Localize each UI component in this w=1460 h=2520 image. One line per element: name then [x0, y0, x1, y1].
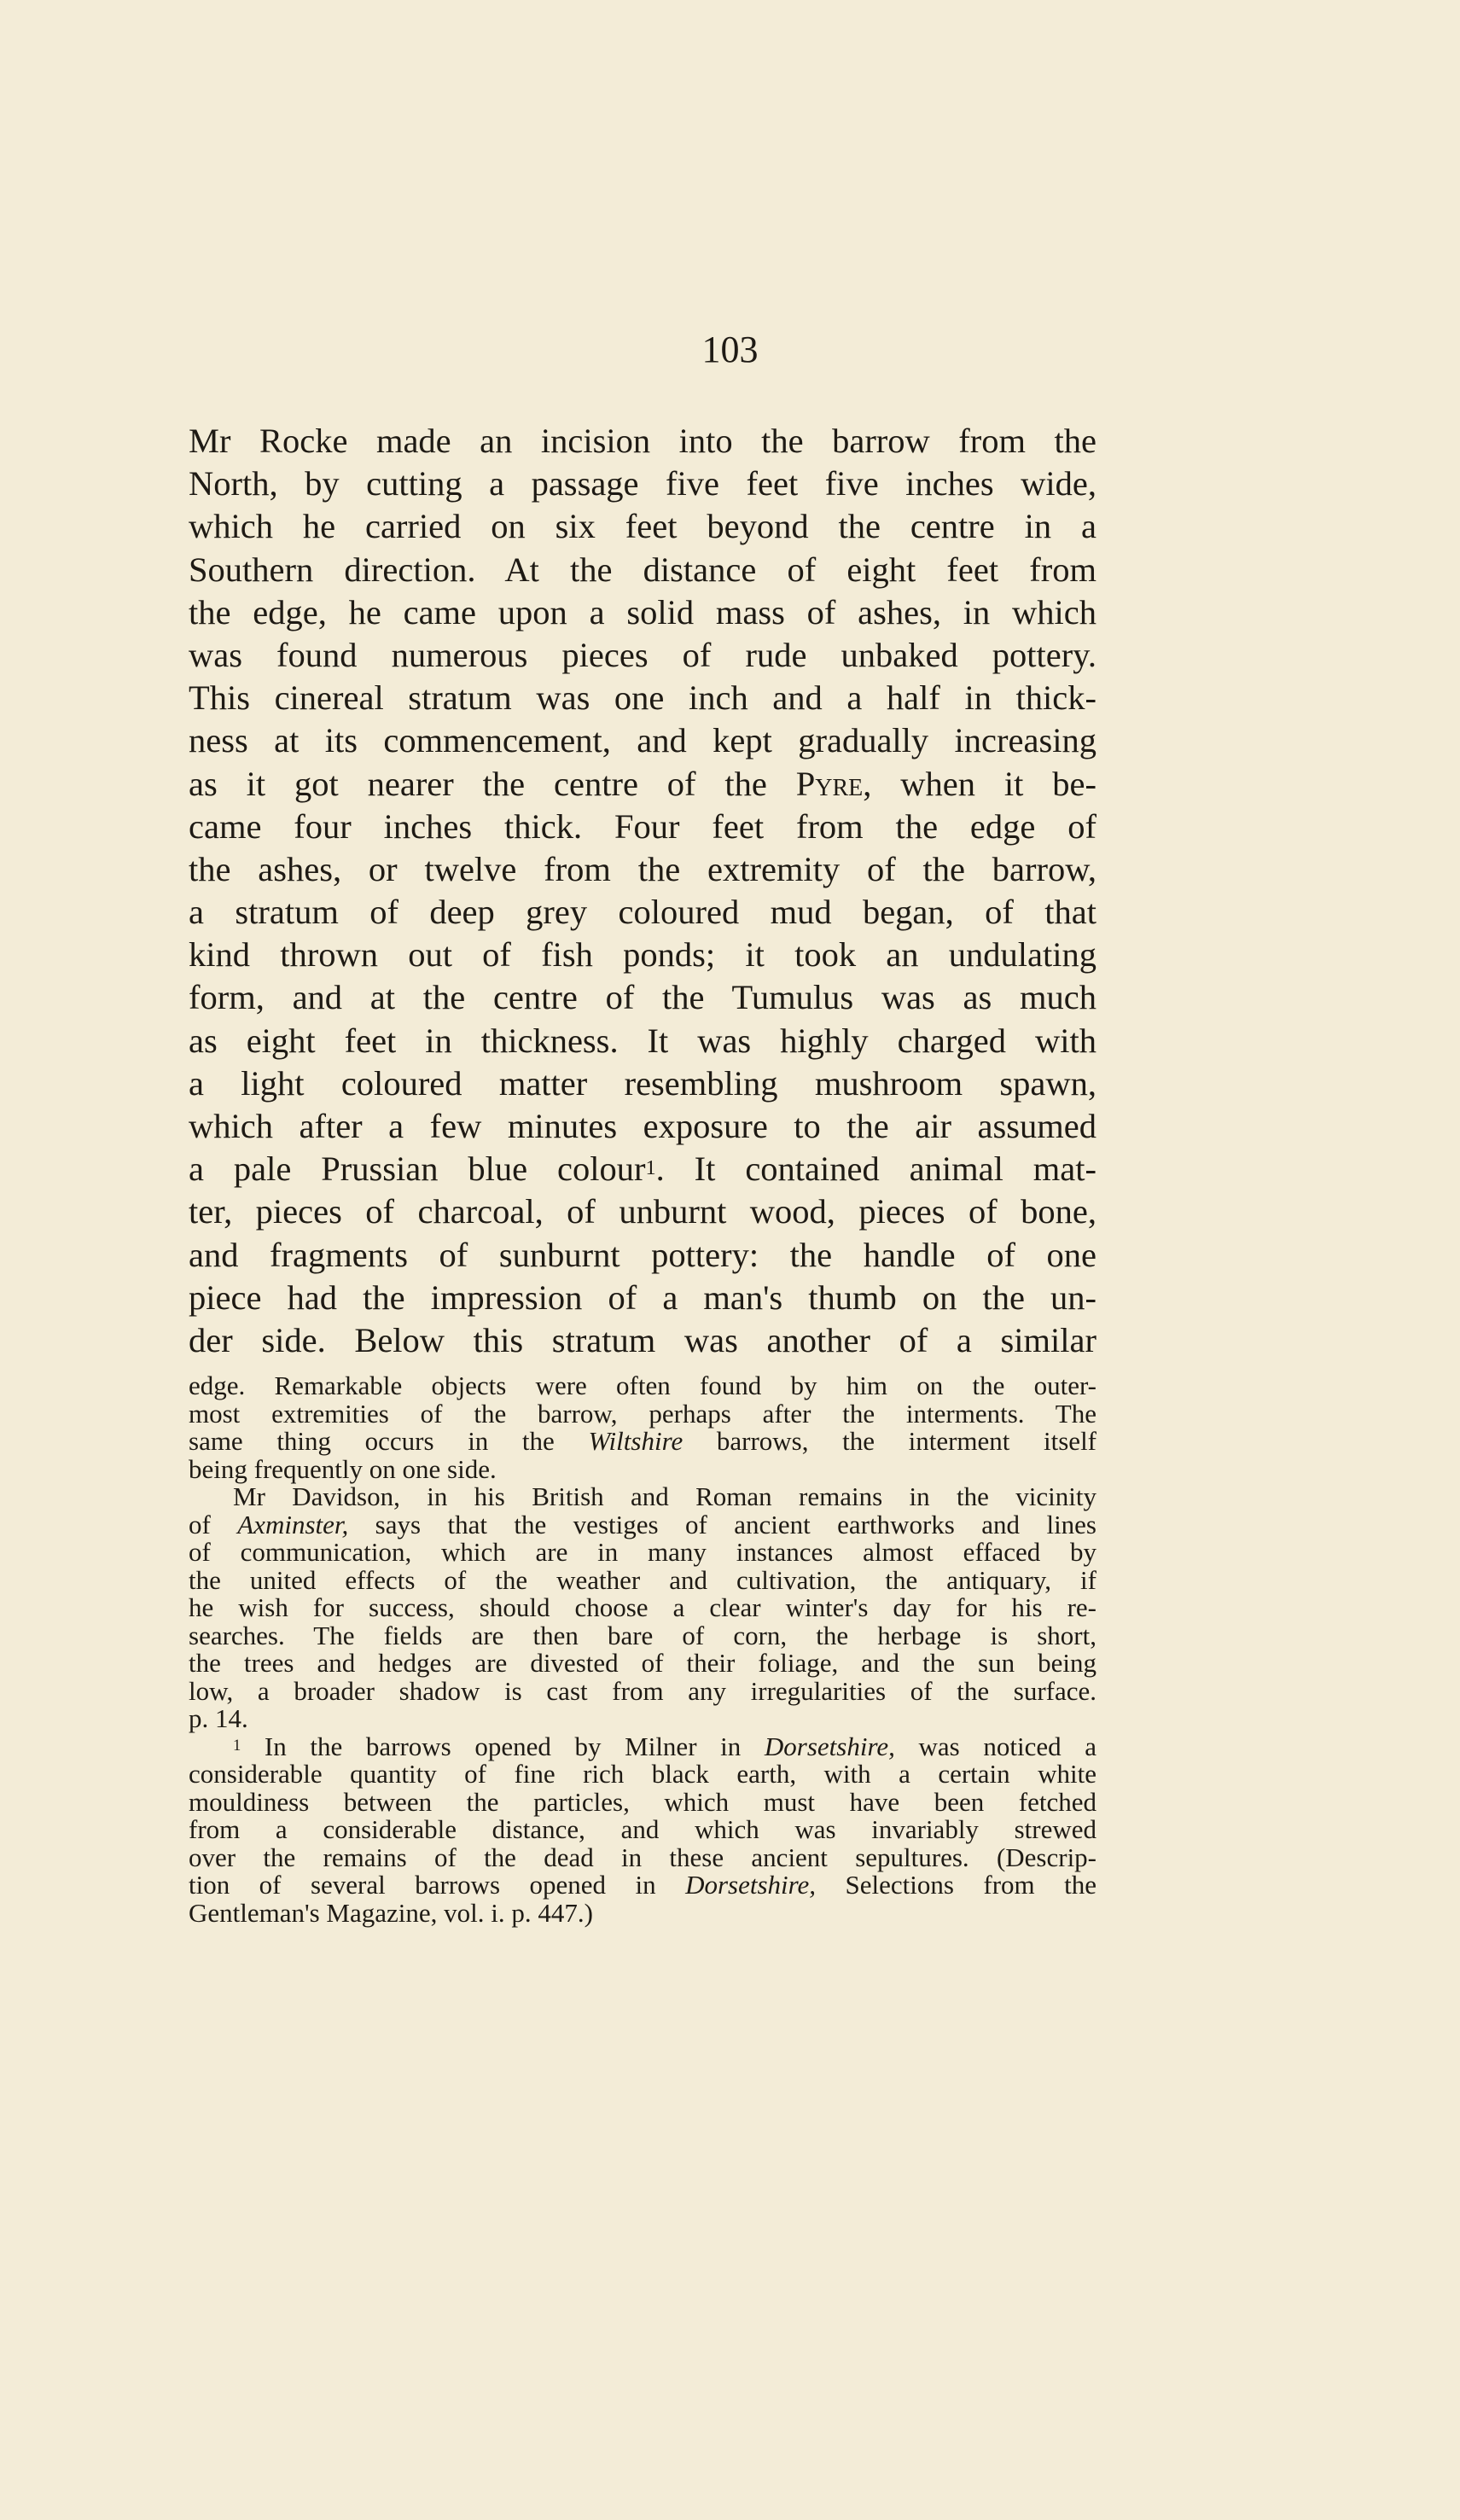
- main-line: as eight feet in thickness. It was highly charged with: [189, 1021, 1096, 1060]
- main-line: came four inches thick. Four feet from the edge of: [189, 806, 1096, 846]
- note-line: low, a broader shadow is cast from any irregularities of the surface.: [189, 1675, 1096, 1706]
- main-line: ter, pieces of charcoal, of unburnt wood, pieces of bone,: [189, 1192, 1096, 1231]
- main-line: a light coloured matter resembling mushroom spawn,: [189, 1063, 1096, 1103]
- note-line: from a considerable distance, and which was invariably strewed: [189, 1814, 1096, 1844]
- main-line: a stratum of deep grey coloured mud began, of that: [189, 893, 1096, 932]
- note-line: of communication, which are in many instances almost effaced by: [189, 1537, 1096, 1567]
- note-line: Mr Davidson, in his British and Roman remains in the vicinity: [233, 1481, 1096, 1511]
- main-line: ness at its commencement, and kept gradually increasing: [189, 721, 1096, 760]
- main-line: a pale Prussian blue colour$^1$. It contained animal mat-: [189, 1149, 1096, 1189]
- main-line: Southern direction. At the distance of eight feet from: [189, 550, 1096, 589]
- note-line: over the remains of the dead in these ancient sepultures. (Descrip-: [189, 1842, 1096, 1872]
- pyre-small-caps: Pyre: [795, 764, 864, 803]
- note-line: of Axminster, says that the vestiges of ancient earthworks and lines: [189, 1509, 1097, 1539]
- main-line: which he carried on six feet beyond the centre in a: [189, 507, 1096, 546]
- main-line: and fragments of sunburnt pottery: the handle of one: [189, 1235, 1096, 1274]
- main-line: was found numerous pieces of rude unbaked pottery.: [189, 635, 1096, 674]
- footnote-marker: 1: [233, 1736, 241, 1755]
- main-line: North, by cutting a passage five feet five inches wide,: [189, 464, 1096, 503]
- note-line: he wish for success, should choose a clear winter's day for his re-: [189, 1592, 1096, 1622]
- main-text: [189, 420, 1096, 1362]
- note-line: p. 14.: [189, 1703, 248, 1733]
- note-line: most extremities of the barrow, perhaps after the interments. The: [189, 1398, 1096, 1429]
- main-line: kind thrown out of fish ponds; it took an undulating: [189, 935, 1096, 975]
- main-line: This cinereal stratum was one inch and a half in thick-: [189, 678, 1096, 718]
- main-line: as it got nearer the centre of the Pyre, when it be-: [189, 764, 1096, 803]
- note-line: $^1$ In the barrows opened by Milner in Dorsetshire, was noticed a: [233, 1731, 1096, 1761]
- page-number: 103: [701, 329, 759, 370]
- main-line: which after a few minutes exposure to the air assumed: [189, 1107, 1096, 1145]
- note-line: considerable quantity of fine rich black earth, with a certain white: [189, 1759, 1096, 1789]
- footnotes: [189, 1372, 1096, 1927]
- main-line: piece had the impression of a man's thumb on the un-: [189, 1277, 1096, 1317]
- note-line: the trees and hedges are divested of their foliage, and the sun being: [189, 1648, 1096, 1678]
- main-line: the ashes, or twelve from the extremity of the barrow,: [189, 849, 1096, 888]
- note-line: searches. The fields are then bare of corn, the herbage is short,: [189, 1620, 1096, 1650]
- main-line: Mr Rocke made an incision into the barrow from the: [189, 422, 1096, 460]
- note-line: mouldiness between the particles, which must have been fetched: [189, 1786, 1096, 1817]
- main-line: the edge, he came upon a solid mass of ashes, in which: [189, 592, 1096, 631]
- main-line: der side. Below this stratum was another of a similar: [189, 1320, 1096, 1359]
- note-line: edge. Remarkable objects were often found by him on the outer-: [189, 1371, 1096, 1400]
- note-line: being frequently on one side.: [189, 1453, 497, 1484]
- note-line: tion of several barrows opened in Dorsetshire, Selections from the: [189, 1870, 1096, 1900]
- note-line: same thing occurs in the Wiltshire barrows, the interment itself: [189, 1426, 1096, 1456]
- main-line: form, and at the centre of the Tumulus was as much: [189, 978, 1096, 1017]
- note-line: Gentleman's Magazine, vol. i. p. 447.): [189, 1897, 593, 1928]
- footnote-ref: 1: [645, 1155, 656, 1179]
- note-line: the united effects of the weather and cultivation, the antiquary, if: [189, 1564, 1096, 1595]
